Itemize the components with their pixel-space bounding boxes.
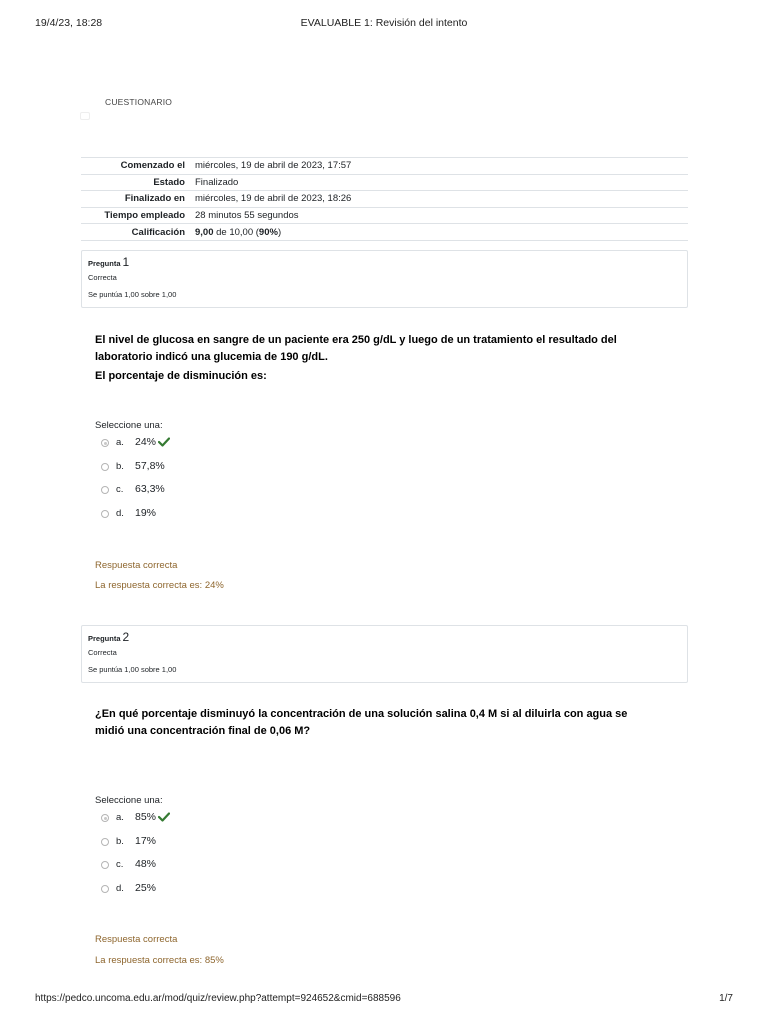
answer-text: 17% <box>135 834 157 847</box>
question-number-value: 1 <box>122 255 130 269</box>
radio-button[interactable] <box>101 814 109 822</box>
answer-letter: b. <box>116 460 124 472</box>
question-word: Pregunta <box>88 259 121 268</box>
question-text-1 <box>95 332 655 385</box>
question-text-2 <box>95 706 655 739</box>
answer-text: 85% <box>135 811 157 823</box>
answer-letter: c. <box>116 859 124 870</box>
breadcrumb[interactable] <box>105 97 172 107</box>
answer-prompt: Seleccione una: <box>95 795 163 806</box>
answer-text: 19% <box>135 506 157 519</box>
summary-row <box>81 207 688 224</box>
grade-value <box>190 224 688 241</box>
question-number <box>88 255 129 269</box>
radio-button[interactable] <box>101 439 109 447</box>
print-page-number: 1/7 <box>719 993 733 1004</box>
question-grade: Se puntúa 1,00 sobre 1,00 <box>88 665 177 674</box>
right-answer-text: La respuesta correcta es: 24% <box>95 580 224 591</box>
question-statement: El nivel de glucosa en sangre de un paciente era 250 g/dL y luego de un tratamiento el resultado del laboratorio indicó una glucemia de 190 g/dL. <box>95 334 617 363</box>
summary-label: Tiempo empleado <box>81 207 190 224</box>
answer-prompt: Seleccione una: <box>95 420 163 431</box>
answer-letter: c. <box>116 484 124 495</box>
print-url: https://pedco.uncoma.edu.ar/mod/quiz/review.php?attempt=924652&cmid=688596 <box>35 993 401 1004</box>
answer-letter: a. <box>116 812 124 823</box>
question-info-1 <box>81 250 688 308</box>
attempt-summary-table <box>81 157 688 241</box>
right-answer-text: La respuesta correcta es: 85% <box>95 955 224 966</box>
question-state: Correcta <box>88 273 117 282</box>
answer-text: 25% <box>135 881 157 894</box>
summary-label: Estado <box>81 174 190 191</box>
grade-close: ) <box>277 226 282 238</box>
radio-button[interactable] <box>101 861 109 869</box>
answer-text: 48% <box>135 858 157 870</box>
summary-value: miércoles, 19 de abril de 2023, 18:26 <box>190 191 688 208</box>
answer-text: 57,8% <box>135 459 165 472</box>
question-ask: El porcentaje de disminución es: <box>95 370 267 382</box>
radio-button[interactable] <box>101 838 109 846</box>
question-number-value: 2 <box>122 630 130 644</box>
summary-value: miércoles, 19 de abril de 2023, 17:57 <box>190 158 688 175</box>
question-state: Correcta <box>88 648 117 657</box>
grade-score: 9,00 <box>195 226 214 238</box>
summary-row <box>81 158 688 175</box>
summary-label: Calificación <box>81 224 190 241</box>
print-datetime: 19/4/23, 18:28 <box>35 17 103 29</box>
answer-letter: a. <box>116 437 124 448</box>
summary-row <box>81 224 688 241</box>
summary-value: 28 minutos 55 segundos <box>190 207 688 224</box>
summary-label: Comenzado el <box>81 158 190 175</box>
check-icon <box>158 437 170 447</box>
question-grade: Se puntúa 1,00 sobre 1,00 <box>88 290 177 299</box>
radio-button[interactable] <box>101 463 109 471</box>
print-footer <box>35 993 733 1007</box>
breadcrumb-item-quiz[interactable]: CUESTIONARIO <box>105 97 173 107</box>
check-icon <box>158 812 170 822</box>
radio-button[interactable] <box>101 486 109 494</box>
grade-percent: 90% <box>258 226 278 238</box>
question-statement: ¿En qué porcentaje disminuyó la concentración de una solución salina 0,4 M si al diluirla con agua se midió una concentración final de 0,06 M? <box>95 708 628 737</box>
answer-letter: b. <box>116 835 124 847</box>
print-title: EVALUABLE 1: Revisión del intento <box>300 17 468 29</box>
summary-value: Finalizado <box>190 174 688 191</box>
feedback-text: Respuesta correcta <box>95 560 178 571</box>
radio-button[interactable] <box>101 510 109 518</box>
answer-text: 63,3% <box>135 483 165 495</box>
question-number <box>88 630 129 644</box>
print-header <box>35 17 733 31</box>
summary-row <box>81 191 688 208</box>
skip-link-marker <box>80 112 90 120</box>
feedback-text: Respuesta correcta <box>95 934 178 945</box>
question-word: Pregunta <box>88 634 121 643</box>
summary-row <box>81 174 688 191</box>
summary-label: Finalizado en <box>81 191 190 208</box>
answer-text: 24% <box>135 436 157 448</box>
question-info-2 <box>81 625 688 683</box>
answer-letter: d. <box>116 882 124 894</box>
answer-letter: d. <box>116 507 124 519</box>
grade-max: de 10,00 ( <box>213 226 259 238</box>
radio-button[interactable] <box>101 885 109 893</box>
